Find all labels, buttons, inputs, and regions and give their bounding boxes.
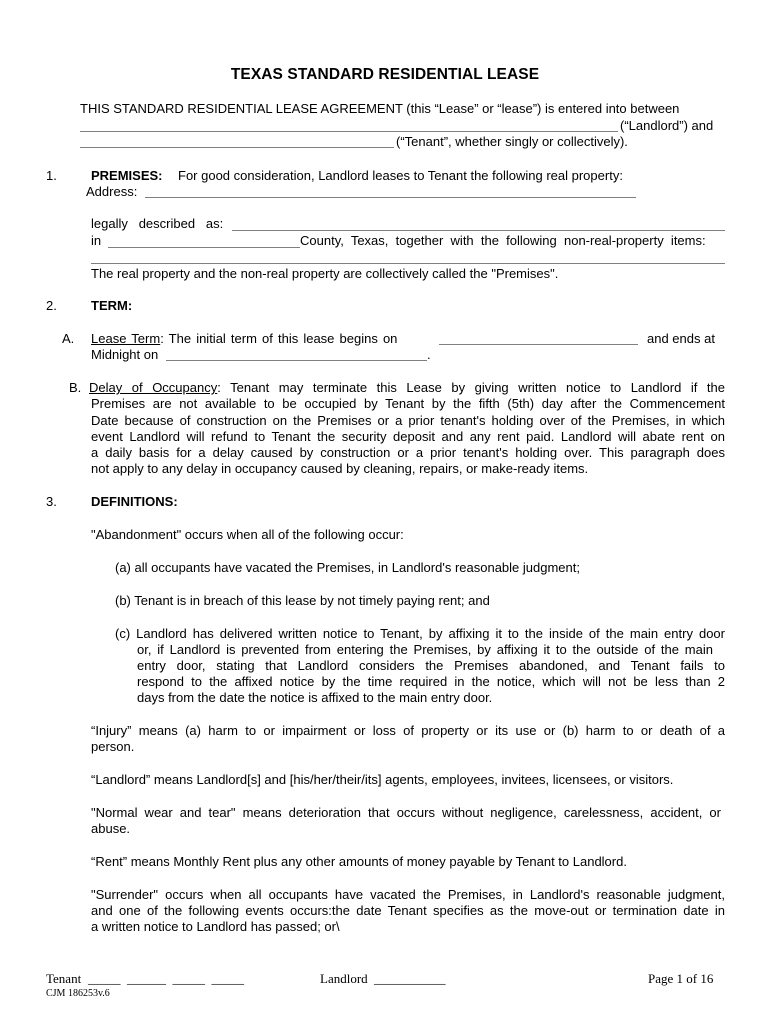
delay-line-3: Date because of construction on the Premises or a prior tenant's holding over of the Premises, in which <box>91 413 725 428</box>
delay-line-1 <box>89 380 725 396</box>
premises-collective-text: The real property and the non-real property are collectively called the "Premises". <box>91 266 559 281</box>
footer-landlord-label: Landlord <box>320 971 368 986</box>
abandonment-item-c-2: or, if Landlord is prevented from entering the Premises, by affixing it to the outside of the main <box>137 642 713 657</box>
in-label: in <box>91 233 102 248</box>
delay-line-6: not apply to any delay in occupancy caused by cleaning, repairs, or make-ready items. <box>91 461 589 476</box>
footer-tenant-initials[interactable]: _____ ______ _____ _____ <box>88 971 244 986</box>
wear-line-1: "Normal wear and tear" means deterioration that occurs without negligence, carelessness, accident, or <box>91 805 721 820</box>
delay-line-4: event Landlord will refund to Tenant the security deposit and any rent paid. Landlord will abate rent on <box>91 429 725 444</box>
address-field[interactable] <box>145 197 636 198</box>
footer-tenant-label: Tenant <box>46 971 82 986</box>
abandonment-intro: "Abandonment" occurs when all of the following occur: <box>91 527 404 542</box>
intro-line-1: THIS STANDARD RESIDENTIAL LEASE AGREEMENT (this “Lease” or “lease”) is entered into between <box>80 101 680 116</box>
lease-term-letter: A. <box>62 331 75 346</box>
lease-term-text: : The initial term of this lease begins on <box>160 331 398 346</box>
lease-end-period: . <box>427 347 431 362</box>
abandonment-item-c-1: (c) Landlord has delivered written notice to Tenant, by affixing it to the inside of the main entry door <box>115 626 725 641</box>
page-title: TEXAS STANDARD RESIDENTIAL LEASE <box>230 66 540 83</box>
delay-line-5: a daily basis for a delay caused by construction or a prior tenant's holding over. This paragraph does <box>91 445 725 460</box>
section-2-number: 2. <box>46 298 57 313</box>
lease-start-field[interactable] <box>439 344 638 345</box>
tenant-name-field[interactable] <box>80 147 394 148</box>
injury-line-2: person. <box>91 739 135 754</box>
delay-title: Delay of Occupancy <box>89 380 218 395</box>
document-id: CJM 186253v.6 <box>46 988 110 999</box>
delay-letter: B. <box>69 380 82 395</box>
section-3-heading: DEFINITIONS: <box>91 494 178 509</box>
landlord-suffix: (“Landlord”) and <box>620 118 714 133</box>
county-text: County, Texas, together with the following non-real-property items: <box>300 233 706 248</box>
lease-end-field[interactable] <box>166 360 427 361</box>
non-real-property-field[interactable] <box>91 263 725 264</box>
landlord-name-field[interactable] <box>80 131 618 132</box>
section-1-number: 1. <box>46 168 57 183</box>
abandonment-item-b: (b) Tenant is in breach of this lease by not timely paying rent; and <box>115 593 490 608</box>
abandonment-item-c-4: respond to the affixed notice by the time required in the notice, which will not be less than 2 <box>137 674 725 689</box>
lease-ends-text: and ends at <box>647 331 715 346</box>
delay-line-2: Premises are not available to be occupied by Tenant by the fifth (5th) day after the Commencement <box>91 396 725 411</box>
abandonment-item-c-5: days from the date the notice is affixed to the main entry door. <box>137 690 493 705</box>
section-1-text: For good consideration, Landlord leases to Tenant the following real property: <box>178 168 623 183</box>
rent-definition: “Rent” means Monthly Rent plus any other amounts of money payable by Tenant to Landlord. <box>91 854 627 869</box>
section-2-heading: TERM: <box>91 298 133 313</box>
abandonment-item-c-3: entry door, stating that Landlord considers the Premises abandoned, and Tenant fails to <box>137 658 725 673</box>
legal-description-label: legally described as: <box>91 216 224 231</box>
landlord-definition: “Landlord” means Landlord[s] and [his/her/their/its] agents, employees, invitees, licensees, or visitors. <box>91 772 674 787</box>
section-3-number: 3. <box>46 494 57 509</box>
surrender-line-1: "Surrender" occurs when all occupants have vacated the Premises, in Landlord's reasonable judgment, <box>91 887 725 902</box>
section-1-heading: PREMISES: <box>91 168 163 183</box>
wear-line-2: abuse. <box>91 821 131 836</box>
address-label: Address: <box>86 184 138 199</box>
surrender-line-2: and one of the following events occurs:the date Tenant specifies as the move-out or termination date in <box>91 903 725 918</box>
county-field[interactable] <box>108 247 300 248</box>
delay-text-1: : Tenant may terminate this Lease by giving written notice to Landlord if the <box>217 380 725 395</box>
injury-line-1: “Injury” means (a) harm to or impairment or loss of property or its use or (b) harm to or death of a <box>91 723 725 738</box>
lease-term-line <box>91 331 397 347</box>
abandonment-item-a: (a) all occupants have vacated the Premises, in Landlord's reasonable judgment; <box>115 560 580 575</box>
page-number: Page 1 of 16 <box>648 971 714 986</box>
surrender-line-3: a written notice to Landlord has passed; or\ <box>91 919 340 934</box>
midnight-label: Midnight on <box>91 347 159 362</box>
footer-landlord-initials[interactable]: ___________ <box>374 971 446 986</box>
tenant-suffix: (“Tenant”, whether singly or collectively). <box>396 134 628 149</box>
lease-term-title: Lease Term <box>91 331 161 346</box>
legal-description-field[interactable] <box>232 230 725 231</box>
